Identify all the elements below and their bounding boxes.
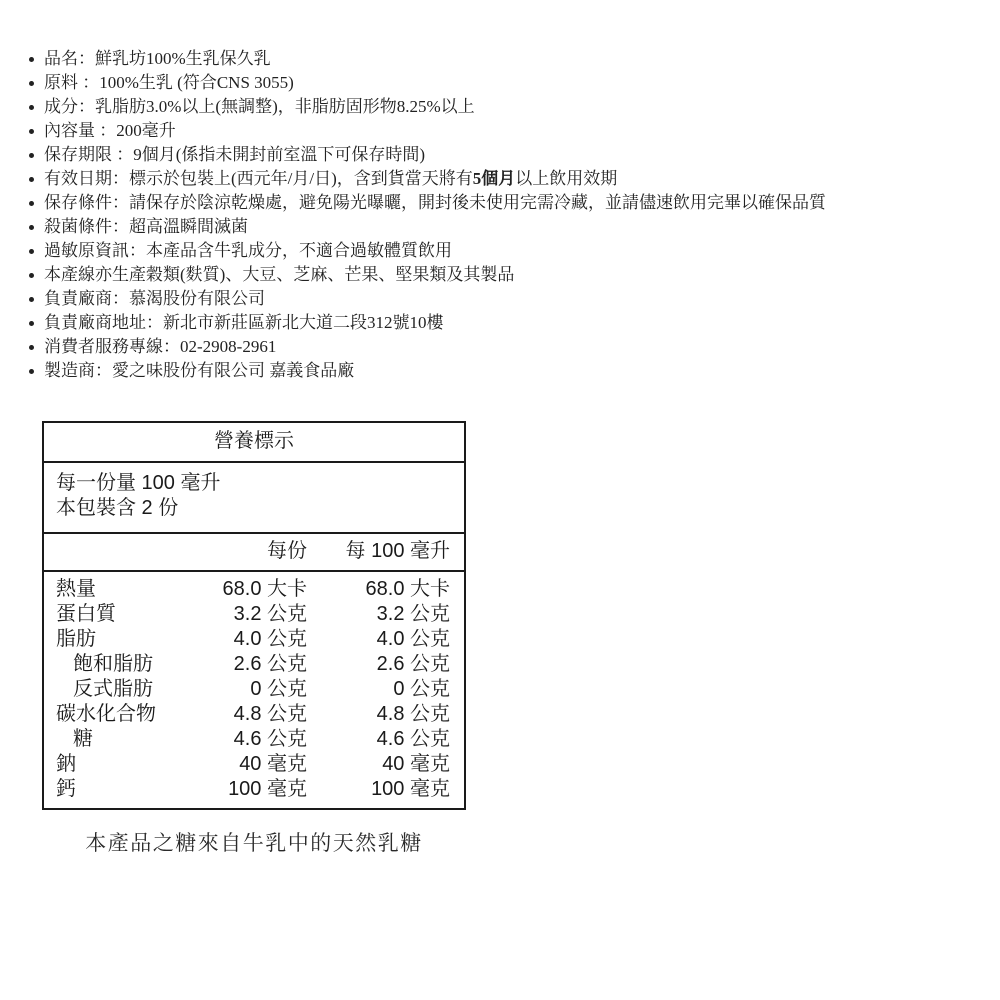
bullet-icon <box>29 177 34 182</box>
bullet-icon <box>29 249 34 254</box>
lactose-footnote: 本產品之糖來自牛乳中的天然乳糖 <box>85 832 423 855</box>
list-item-sterilization <box>28 215 978 239</box>
list-item-text: 品名：鮮乳坊100%生乳保久乳 <box>44 49 271 68</box>
list-item-raw-material <box>28 71 978 95</box>
list-item-allergen-info <box>28 239 978 263</box>
bullet-icon <box>29 297 34 302</box>
list-item-text: 成分：乳脂肪3.0%以上(無調整)，非脂肪固形物8.25%以上 <box>44 97 475 116</box>
per-100ml-value: 4.0 公克 <box>376 628 450 650</box>
table-row-carbohydrate <box>56 702 450 727</box>
list-item-responsible-company <box>28 287 978 311</box>
product-info-list <box>28 47 978 383</box>
nutrient-label: 反式脂肪 <box>73 678 153 700</box>
nutrient-label: 碳水化合物 <box>56 703 156 725</box>
list-item-text <box>44 169 617 188</box>
table-row-sodium <box>56 752 450 777</box>
bullet-icon <box>29 129 34 134</box>
table-row-saturated-fat <box>56 652 450 677</box>
bullet-icon <box>29 225 34 230</box>
per-100ml-value: 0 公克 <box>393 678 450 700</box>
nutrition-facts-table <box>42 421 466 810</box>
per-serving-value: 4.8 公克 <box>233 703 307 725</box>
nutrient-label: 鈣 <box>56 778 76 800</box>
per-serving-value: 100 毫克 <box>228 778 307 800</box>
per-serving-value: 3.2 公克 <box>233 603 307 625</box>
list-item-text: 過敏原資訊：本產品含牛乳成分，不適合過敏體質飲用 <box>44 241 452 260</box>
nutrition-table-title: 營養標示 <box>44 423 464 463</box>
list-item-net-content <box>28 119 978 143</box>
per-100ml-value: 3.2 公克 <box>376 603 450 625</box>
nutrition-table-body <box>44 572 464 808</box>
list-item-expiry-date <box>28 167 978 191</box>
list-item-text: 製造商：愛之味股份有限公司 嘉義食品廠 <box>44 361 355 380</box>
list-item-shelf-life <box>28 143 978 167</box>
list-item-production-line-note <box>28 263 978 287</box>
list-item-storage-conditions <box>28 191 978 215</box>
table-row-calcium <box>56 777 450 802</box>
bullet-icon <box>29 321 34 326</box>
bullet-icon <box>29 201 34 206</box>
nutrient-label: 蛋白質 <box>56 603 116 625</box>
expiry-suffix: 以上飲用效期 <box>515 169 618 188</box>
table-row-calories <box>56 577 450 602</box>
per-100ml-value: 2.6 公克 <box>376 653 450 675</box>
column-header-per-100ml: 每 100 毫升 <box>345 540 450 562</box>
per-serving-value: 4.6 公克 <box>233 728 307 750</box>
per-100ml-value: 40 毫克 <box>382 753 450 775</box>
column-header-spacer <box>56 539 206 564</box>
per-100ml-value: 68.0 大卡 <box>365 578 450 600</box>
serving-info-section <box>44 463 464 534</box>
per-serving-value: 4.0 公克 <box>233 628 307 650</box>
nutrient-label: 鈉 <box>56 753 76 775</box>
list-item-text: 保存條件：請保存於陰涼乾燥處，避免陽光曝曬，開封後未使用完需冷藏，並請儘速飲用完畢以確保品質 <box>44 193 826 212</box>
per-serving-value: 2.6 公克 <box>233 653 307 675</box>
per-100ml-value: 4.6 公克 <box>376 728 450 750</box>
nutrient-label: 熱量 <box>56 578 96 600</box>
list-item-ingredients <box>28 95 978 119</box>
list-item-manufacturer <box>28 359 978 383</box>
list-item-text: 原料 ：100%生乳 (符合CNS 3055) <box>44 73 294 92</box>
nutrient-label: 糖 <box>73 728 93 750</box>
column-header-row <box>44 534 464 572</box>
list-item-text: 內容量 ：200毫升 <box>44 121 176 140</box>
list-item-text: 殺菌條件：超高溫瞬間滅菌 <box>44 217 248 236</box>
bullet-icon <box>29 273 34 278</box>
per-serving-value: 40 毫克 <box>239 753 307 775</box>
bullet-icon <box>29 57 34 62</box>
list-item-service-hotline <box>28 335 978 359</box>
list-item-text: 本產線亦生產穀類(麩質)、大豆、芝麻、芒果、堅果類及其製品 <box>44 265 515 284</box>
per-100ml-value: 4.8 公克 <box>376 703 450 725</box>
servings-per-package-line: 本包裝含 2 份 <box>56 497 179 519</box>
per-100ml-value: 100 毫克 <box>371 778 450 800</box>
list-item-text: 負責廠商：慕渴股份有限公司 <box>44 289 265 308</box>
bullet-icon <box>29 369 34 374</box>
list-item-text: 負責廠商地址：新北市新莊區新北大道二段312號10樓 <box>44 313 444 332</box>
serving-size-line: 每一份量 100 毫升 <box>56 472 221 494</box>
table-row-sugar <box>56 727 450 752</box>
bullet-icon <box>29 153 34 158</box>
column-header-per-serving: 每份 <box>267 540 307 562</box>
expiry-bold-months: 5個月 <box>472 169 516 188</box>
nutrient-label: 飽和脂肪 <box>73 653 153 675</box>
list-item-text: 消費者服務專線：02-2908-2961 <box>44 337 277 356</box>
list-item-product-name <box>28 47 978 71</box>
bullet-icon <box>29 105 34 110</box>
table-row-protein <box>56 602 450 627</box>
table-row-fat <box>56 627 450 652</box>
bullet-icon <box>29 345 34 350</box>
list-item-text: 保存期限 ：9個月(係指未開封前室溫下可保存時間) <box>44 145 426 164</box>
per-serving-value: 68.0 大卡 <box>222 578 307 600</box>
bullet-icon <box>29 81 34 86</box>
per-serving-value: 0 公克 <box>250 678 307 700</box>
nutrient-label: 脂肪 <box>56 628 96 650</box>
table-row-trans-fat <box>56 677 450 702</box>
list-item-company-address <box>28 311 978 335</box>
expiry-prefix: 有效日期：標示於包裝上(西元年/月/日)，含到貨當天將有 <box>44 169 473 188</box>
